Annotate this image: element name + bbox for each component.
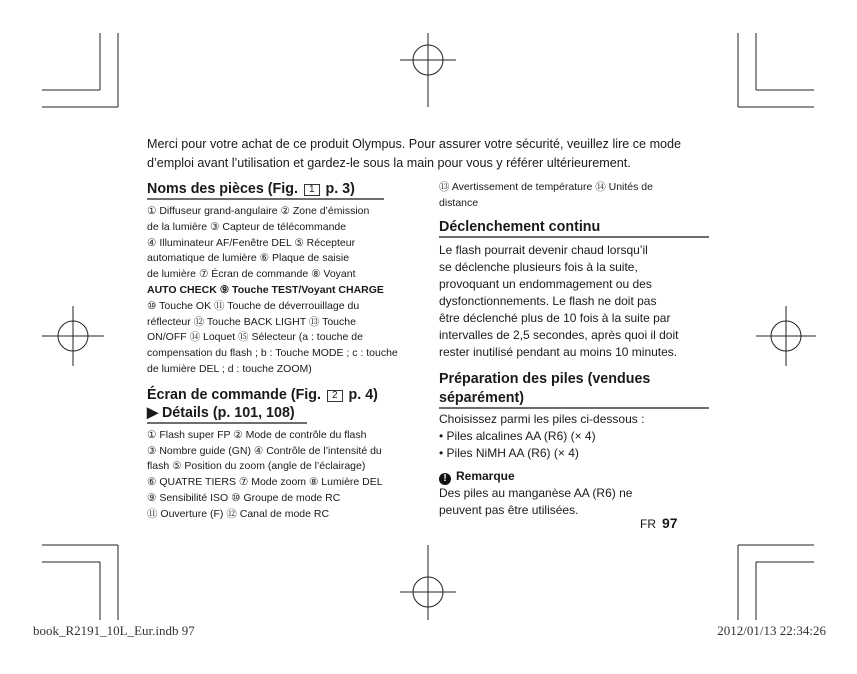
control-line: ⑨ Sensibilité ISO ⑩ Groupe de mode RC [147, 491, 341, 504]
heading-line: Préparation des piles (vendues [439, 370, 651, 387]
section-heading-parts [147, 180, 384, 200]
battery-bullet: • Piles alcalines AA (R6) (× 4) [439, 428, 596, 443]
heading-line: séparément) [439, 389, 709, 409]
heading-text: Écran de commande (Fig. [147, 386, 321, 403]
control-line: distance [439, 196, 479, 209]
intro-paragraph: Merci pour votre achat de ce produit Olympus. Pour assurer votre sécurité, veuillez lire ce mode d’emploi avant l’utilisation et gardez-le sous la main pour vous y référer ultérieurement. [147, 137, 682, 170]
details-link[interactable]: ▶ Détails (p. 101, 108) [147, 404, 307, 424]
section-heading-control-screen [147, 386, 384, 404]
parts-line: ON/OFF ⑭ Loquet ⑮ Sélecteur (a : touche de [147, 331, 363, 344]
body-line: Le flash pourrait devenir chaud lorsqu’il [439, 242, 648, 257]
control-line: ⑥ QUATRE TIERS ⑦ Mode zoom ⑧ Lumière DEL [147, 476, 383, 489]
parts-line: ④ Illuminateur AF/Fenêtre DEL ⑤ Récepteur [147, 236, 356, 249]
parts-list [147, 204, 422, 378]
heading-text: Noms des pièces (Fig. [147, 181, 298, 197]
footer-timestamp: 2012/01/13 22:34:26 [717, 623, 826, 638]
body-line: provoquant un endommagement ou des [439, 276, 652, 291]
body-line: peuvent pas être utilisées. [439, 502, 579, 517]
parts-line: compensation du flash ; b : Touche MODE ; c : touche [147, 347, 398, 360]
control-line: ⑪ Ouverture (F) ⑫ Canal de mode RC [147, 507, 330, 520]
remark-text [439, 485, 714, 519]
control-line: flash ⑤ Position du zoom (angle de l’éclairage) [147, 460, 366, 473]
body-line: être déclenché plus de 10 fois à la suite par [439, 310, 671, 325]
parts-line: ① Diffuseur grand-angulaire ② Zone d’émission [147, 205, 370, 217]
parts-line: AUTO CHECK ⑨ Touche TEST/Voyant CHARGE [147, 283, 384, 296]
footer-file-info: book_R2191_10L_Eur.indb 97 [33, 623, 195, 638]
figure-number-box: 2 [327, 390, 343, 402]
page-number-value: 97 [662, 515, 678, 531]
control-line: ⑬ Avertissement de température ⑭ Unités de [439, 181, 653, 193]
control-screen-list-continued [439, 180, 714, 212]
parts-line: de lumière DEL ; d : touche ZOOM) [147, 362, 312, 375]
right-column [439, 180, 714, 519]
heading-page-ref: p. 4) [348, 386, 378, 403]
warning-icon: ! [439, 473, 451, 485]
continuous-firing-text [439, 242, 714, 361]
parts-line: de lumière ⑦ Écran de commande ⑧ Voyant [147, 268, 356, 281]
control-screen-list [147, 428, 422, 523]
section-heading-batteries [439, 370, 714, 409]
body-line: Des piles au manganèse AA (R6) ne [439, 485, 633, 500]
body-line: dysfonctionnements. Le flash ne doit pas [439, 293, 657, 308]
heading-page-ref: p. 3) [325, 181, 355, 197]
parts-line: ⑩ Touche OK ⑪ Touche de déverrouillage du [147, 299, 360, 312]
control-line: ③ Nombre guide (GN) ④ Contrôle de l’intensité du [147, 444, 382, 457]
control-line: ① Flash super FP ② Mode de contrôle du flash [147, 428, 367, 441]
body-line: rester inutilisé pendant au moins 10 minutes. [439, 344, 678, 359]
batteries-intro: Choisissez parmi les piles ci-dessous : [439, 411, 645, 426]
page-number [640, 515, 678, 531]
section-heading-continuous-firing: Déclenchement continu [439, 218, 709, 238]
battery-bullet: • Piles NiMH AA (R6) (× 4) [439, 445, 579, 460]
parts-line: réflecteur ⑫ Touche BACK LIGHT ⑬ Touche [147, 315, 356, 328]
body-line: se déclenche plusieurs fois à la suite, [439, 259, 638, 274]
parts-line: automatique de lumière ⑥ Plaque de saisie [147, 252, 350, 265]
parts-line: de la lumière ③ Capteur de télécommande [147, 220, 347, 233]
remark-title: Remarque [456, 468, 515, 483]
figure-number-box: 1 [304, 184, 320, 196]
remark-heading [439, 468, 714, 485]
body-line: intervalles de 2,5 secondes, après quoi il doit [439, 327, 679, 342]
language-code: FR [640, 517, 656, 531]
left-column [147, 180, 422, 523]
